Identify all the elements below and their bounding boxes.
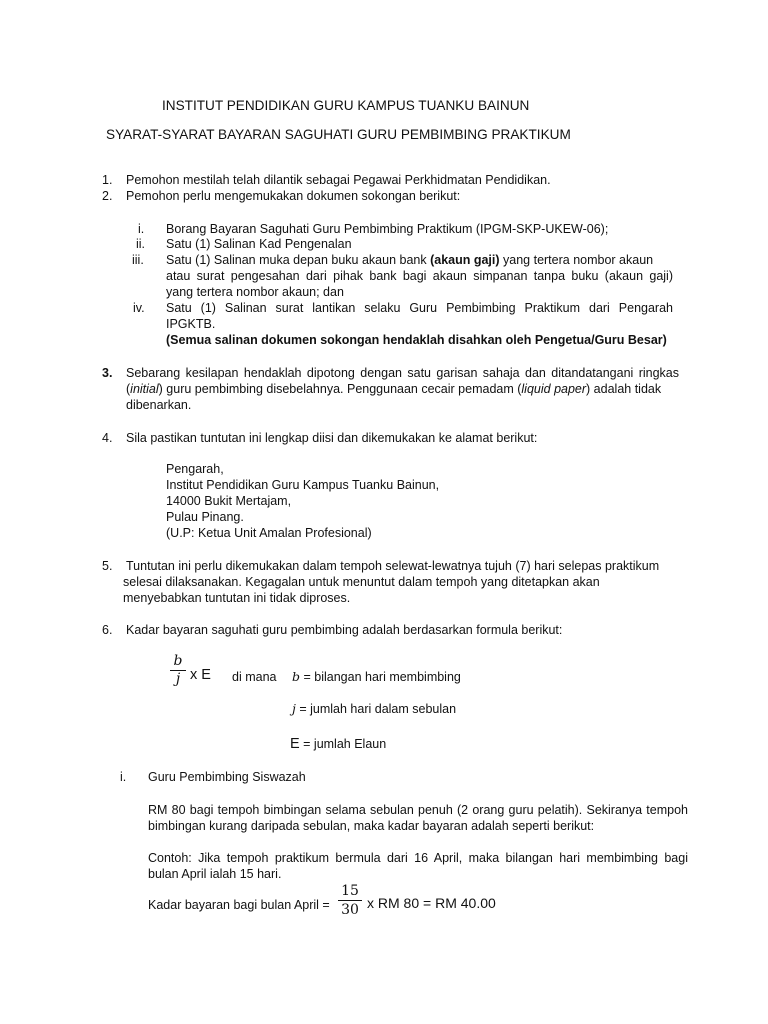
item-5-line-1: Tuntutan ini perlu dikemukakan dalam tempoh selewat-lewatnya tujuh (7) hari selepas praktikum (126, 559, 660, 573)
calculation-numerator: 15 (341, 883, 359, 899)
formula-di-mana: di mana (232, 670, 277, 684)
section-paragraph-1-line-2: bimbingan kurang daripada sebulan, maka kadar bayaran adalah seperti berikut: (148, 819, 595, 833)
address-line: (U.P: Ketua Unit Amalan Profesional) (166, 526, 372, 540)
akaun-gaji-bold: (akaun gaji) (430, 253, 500, 267)
item-3-line-1: Sebarang kesilapan hendaklah dipotong dengan satu garisan sahaja dan ditandatangani ringkas (126, 366, 679, 380)
formula-b-definition: b = bilangan hari membimbing (292, 669, 461, 684)
item-3-line-3: dibenarkan. (126, 398, 192, 412)
address-line: Pulau Pinang. (166, 510, 244, 524)
subitem-iii-line-2: atau surat pengesahan dari pihak bank bagi akaun simpanan tanpa buku (akaun gaji) (166, 269, 673, 283)
subitem-iv-line-2: IPGKTB. (166, 317, 216, 331)
item-5-line-2: selesai dilaksanakan. Kegagalan untuk menuntut dalam tempoh yang ditetapkan akan (123, 575, 600, 589)
institution-heading: INSTITUT PENDIDIKAN GURU KAMPUS TUANKU BAINUN (162, 98, 530, 113)
subitem-number: i. (138, 222, 145, 236)
item-number: 1. (102, 173, 113, 187)
item-number: 4. (102, 431, 113, 445)
subitem-number: iv. (133, 301, 145, 315)
address-line: 14000 Bukit Mertajam, (166, 494, 292, 508)
section-paragraph-2-line-1: Contoh: Jika tempoh praktikum bermula dari 16 April, maka bilangan hari membimbing bagi (148, 851, 688, 865)
formula-denominator: j (175, 671, 181, 687)
calculation-denominator: 30 (341, 902, 359, 918)
subitem-number: iii. (132, 253, 144, 267)
item-number: 5. (102, 559, 113, 573)
calculation-result: x RM 80 = RM 40.00 (367, 895, 496, 911)
item-1-text: Pemohon mestilah telah dilantik sebagai Pegawai Perkhidmatan Pendidikan. (126, 173, 551, 187)
item-4-text: Sila pastikan tuntutan ini lengkap diisi dan dikemukakan ke alamat berikut: (126, 431, 538, 445)
formula-times-e: x E (190, 667, 211, 683)
calculation-fraction (338, 882, 362, 919)
item-6-text: Kadar bayaran saguhati guru pembimbing adalah berdasarkan formula berikut: (126, 623, 563, 637)
section-title: Guru Pembimbing Siswazah (148, 770, 306, 784)
item-number: 3. (102, 366, 113, 380)
subitem-iii-line-1: Satu (1) Salinan muka depan buku akaun bank (akaun gaji) yang tertera nombor akaun (166, 253, 654, 267)
item-number: 2. (102, 189, 113, 203)
address-line: Institut Pendidikan Guru Kampus Tuanku Bainun, (166, 478, 440, 492)
section-paragraph-1-line-1: RM 80 bagi tempoh bimbingan selama sebulan penuh (2 orang guru pelatih). Sekiranya tempoh (148, 803, 688, 817)
item-number: 6. (102, 623, 113, 637)
document-title: SYARAT-SYARAT BAYARAN SAGUHATI GURU PEMBIMBING PRAKTIKUM (106, 127, 571, 142)
item-3-line-2: (initial) guru pembimbing disebelahnya. Penggunaan cecair pemadam (liquid paper) adalah tidak (126, 382, 662, 396)
item-5-line-3: menyebabkan tuntutan ini tidak diproses. (123, 591, 351, 605)
certification-note: (Semua salinan dokumen sokongan hendaklah disahkan oleh Pengetua/Guru Besar) (166, 333, 667, 347)
formula-numerator: b (173, 653, 183, 669)
section-paragraph-2-line-2: bulan April ialah 15 hari. (148, 867, 282, 881)
subitem-ii-text: Satu (1) Salinan Kad Pengenalan (166, 237, 352, 251)
subitem-i-text: Borang Bayaran Saguhati Guru Pembimbing Praktikum (IPGM-SKP-UKEW-06); (166, 222, 609, 236)
subitem-iv-line-1: Satu (1) Salinan surat lantikan selaku Guru Pembimbing Praktikum dari Pengarah (166, 301, 673, 315)
section-number: i. (120, 770, 127, 784)
address-line: Pengarah, (166, 462, 224, 476)
item-2-text: Pemohon perlu mengemukakan dokumen sokongan berikut: (126, 189, 461, 203)
formula-e-definition: E = jumlah Elaun (290, 736, 387, 752)
formula-fraction (170, 653, 186, 688)
subitem-iii-line-3: yang tertera nombor akaun; dan (166, 285, 344, 299)
formula-j-definition: j = jumlah hari dalam sebulan (292, 701, 457, 716)
calculation-label: Kadar bayaran bagi bulan April = (148, 898, 330, 912)
subitem-number: ii. (136, 237, 146, 251)
